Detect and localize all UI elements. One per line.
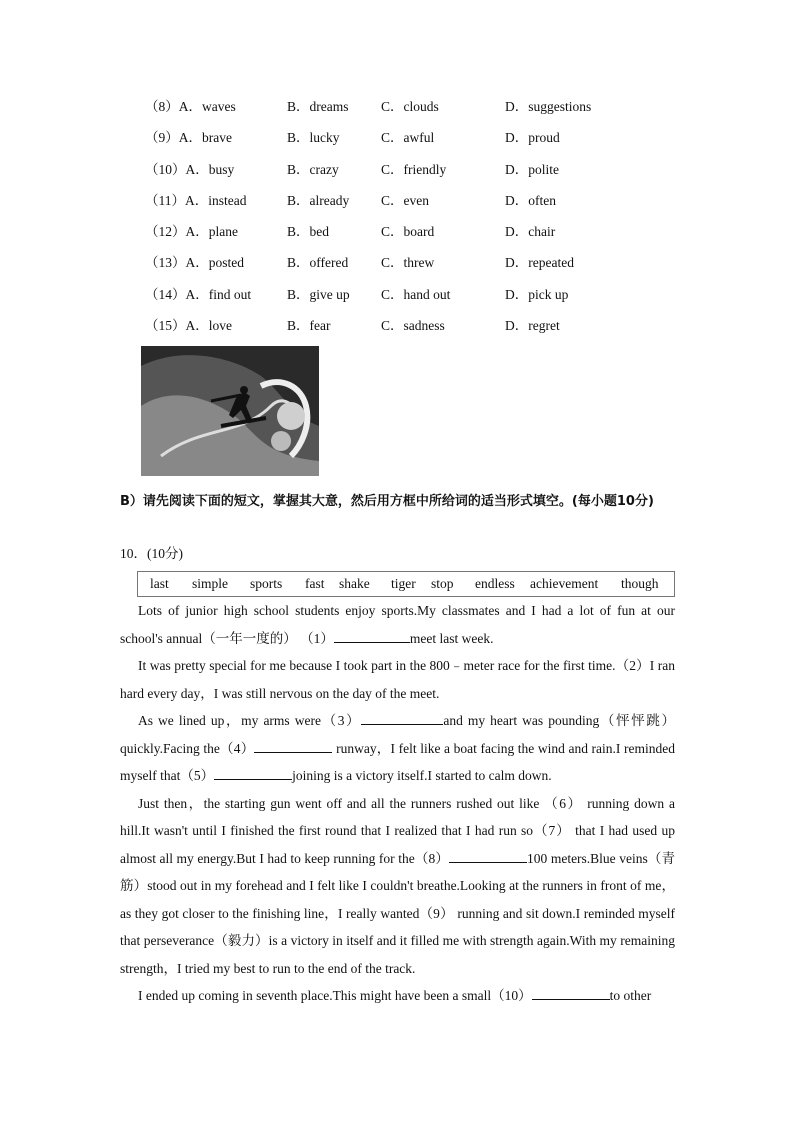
option-a: （15）A．love <box>145 318 232 333</box>
word-bank-item: sports <box>250 576 283 591</box>
text: runway，I felt like a boat facing the wind and rain.I reminded myself that（5） <box>120 740 675 783</box>
option-b: B．crazy <box>287 162 339 177</box>
word-bank <box>137 571 675 597</box>
passage <box>120 597 675 1010</box>
option-a: （10）A．busy <box>145 162 235 177</box>
word-bank-item: achievement <box>530 576 599 591</box>
option-a: （14）A．find out <box>145 287 252 302</box>
text: meet last week. <box>409 630 494 646</box>
word-bank-item: simple <box>192 576 228 591</box>
blank-3[interactable] <box>361 710 443 725</box>
option-c: C．clouds <box>381 99 439 114</box>
word-bank-item: last <box>150 576 169 591</box>
option-a: （12）A．plane <box>145 224 238 239</box>
option-b: B．bed <box>287 224 329 239</box>
word-bank-item: shake <box>339 576 370 591</box>
option-c: C．sadness <box>381 318 445 333</box>
surfer-photo <box>141 346 319 476</box>
option-d: D．regret <box>505 318 560 333</box>
text: to other <box>609 988 652 1003</box>
option-b: B．already <box>287 193 350 208</box>
option-d: D．chair <box>505 224 556 239</box>
text: Lots of junior high school students enjoy sports.My classmates and I had a lot of fun at our school's annual（一年一度的） （1） <box>120 603 675 646</box>
option-d: D．proud <box>505 130 560 145</box>
paragraph-3 <box>120 707 675 790</box>
option-a: （8）A．waves <box>145 99 236 114</box>
option-a: （13）A．posted <box>145 255 244 270</box>
option-c: C．even <box>381 193 429 208</box>
option-b: B．fear <box>287 318 331 333</box>
option-b: B．dreams <box>287 99 349 114</box>
blank-5[interactable] <box>214 765 292 780</box>
option-a: （11）A．instead <box>145 193 247 208</box>
paragraph-2 <box>120 652 675 707</box>
blank-1[interactable] <box>334 628 410 643</box>
text: As we lined up，my arms were（3） <box>138 713 362 728</box>
question-number: 10．(10分) <box>120 546 183 561</box>
option-d: D．often <box>505 193 556 208</box>
paragraph-4 <box>120 790 675 983</box>
blank-8[interactable] <box>449 848 527 863</box>
text: joining is a victory itself.I started to calm down. <box>292 768 552 783</box>
option-d: D．pick up <box>505 287 569 302</box>
word-bank-item: endless <box>475 576 515 591</box>
text: I ended up coming in seventh place.This might have been a small（10） <box>138 988 532 1003</box>
word-bank-item: tiger <box>391 576 416 591</box>
option-b: B．lucky <box>287 130 340 145</box>
surfer-wave-illustration <box>141 346 319 476</box>
option-a: （9）A．brave <box>145 130 232 145</box>
text: It was pretty special for me because I took part in the 800﹣meter race for the first time.（2） <box>138 658 650 673</box>
option-c: C．hand out <box>381 287 451 302</box>
option-b: B．offered <box>287 255 349 270</box>
text: and my heart was pounding（怦怦跳）quickly.Facing the（4） <box>120 713 675 756</box>
option-c: C．friendly <box>381 162 447 177</box>
option-d: D．suggestions <box>505 99 592 114</box>
option-c: C．threw <box>381 255 435 270</box>
paragraph-1 <box>120 597 675 652</box>
word-bank-item: stop <box>431 576 454 591</box>
option-c: C．awful <box>381 130 435 145</box>
option-d: D．repeated <box>505 255 574 270</box>
text: I ran hard every day，I was still nervous on the day of the meet. <box>120 658 676 701</box>
section-title: B）请先阅读下面的短文，掌握其大意，然后用方框中所给词的适当形式填空。(每小题10分) <box>120 494 654 509</box>
option-c: C．board <box>381 224 435 239</box>
option-d: D．polite <box>505 162 559 177</box>
option-b: B．give up <box>287 287 350 302</box>
blank-4[interactable] <box>254 738 332 753</box>
word-bank-item: fast <box>305 576 325 591</box>
text: 100 meters.Blue veins（青筋）stood out in my forehead and I felt like I couldn't breathe.Looking at the runners in front of me，as they got closer to the finishing line，I really wanted（9） running and sit down.I reminded myself that perseverance（毅力）is a victory in itself and it filled me with strength again.With my remaining strength，I tried my best to run to the end of the track. <box>120 850 676 976</box>
text: Just then，the starting gun went off and all the runners rushed out like （6） running down a hill.It wasn't until I finished the first round that I realized that I had run so（7） that I had used up almost all my energy.But I had to keep running for the（8） <box>120 795 675 866</box>
blank-10[interactable] <box>532 985 610 1000</box>
word-bank-item: though <box>621 576 659 591</box>
paragraph-5 <box>120 982 675 1010</box>
